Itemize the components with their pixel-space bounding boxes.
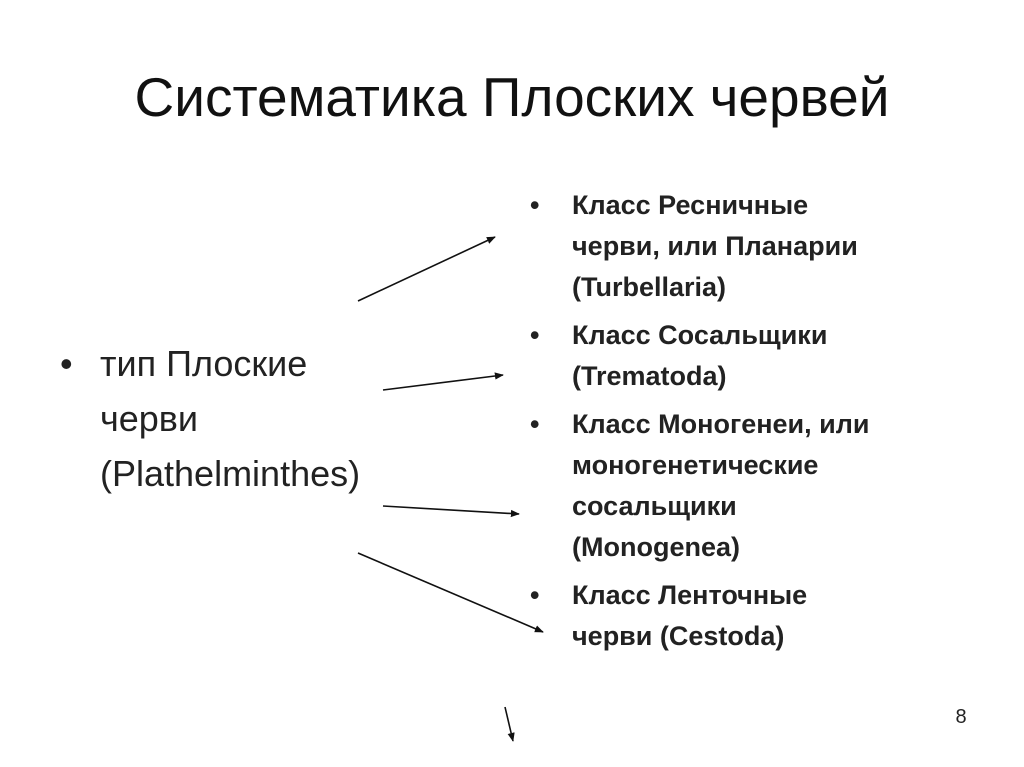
class-line: (Turbellaria) bbox=[572, 272, 727, 302]
phylum-line-1: тип Плоские bbox=[100, 343, 308, 384]
class-line: (Trematoda) bbox=[572, 361, 727, 391]
bullet-icon: • bbox=[60, 343, 73, 384]
class-line: черви (Cestoda) bbox=[572, 621, 785, 651]
bullet-icon: • bbox=[530, 580, 540, 610]
bullet-icon: • bbox=[530, 190, 540, 220]
page-number: 8 bbox=[955, 706, 967, 728]
bullet-icon: • bbox=[530, 320, 540, 350]
arrow-to-monogenea bbox=[383, 506, 519, 514]
arrow-to-cestoda bbox=[358, 553, 543, 632]
arrow-to-turbellaria bbox=[358, 237, 495, 301]
class-line: (Monogenea) bbox=[572, 532, 740, 562]
arrow-to-trematoda bbox=[383, 375, 503, 390]
phylum-line-3: (Plathelminthes) bbox=[100, 453, 361, 494]
class-line: Класс Сосальщики bbox=[572, 320, 828, 350]
class-line: моногенетические bbox=[572, 450, 819, 480]
class-line: черви, или Планарии bbox=[572, 231, 858, 261]
class-line: Класс Моногенеи, или bbox=[572, 409, 870, 439]
bullet-icon: • bbox=[530, 409, 540, 439]
class-line: Класс Ленточные bbox=[572, 580, 808, 610]
arrow-down bbox=[505, 707, 513, 741]
class-line: сосальщики bbox=[572, 491, 737, 521]
class-line: Класс Ресничные bbox=[572, 190, 809, 220]
phylum-line-2: черви bbox=[100, 398, 199, 439]
slide-title: Систематика Плоских червей bbox=[134, 66, 890, 128]
